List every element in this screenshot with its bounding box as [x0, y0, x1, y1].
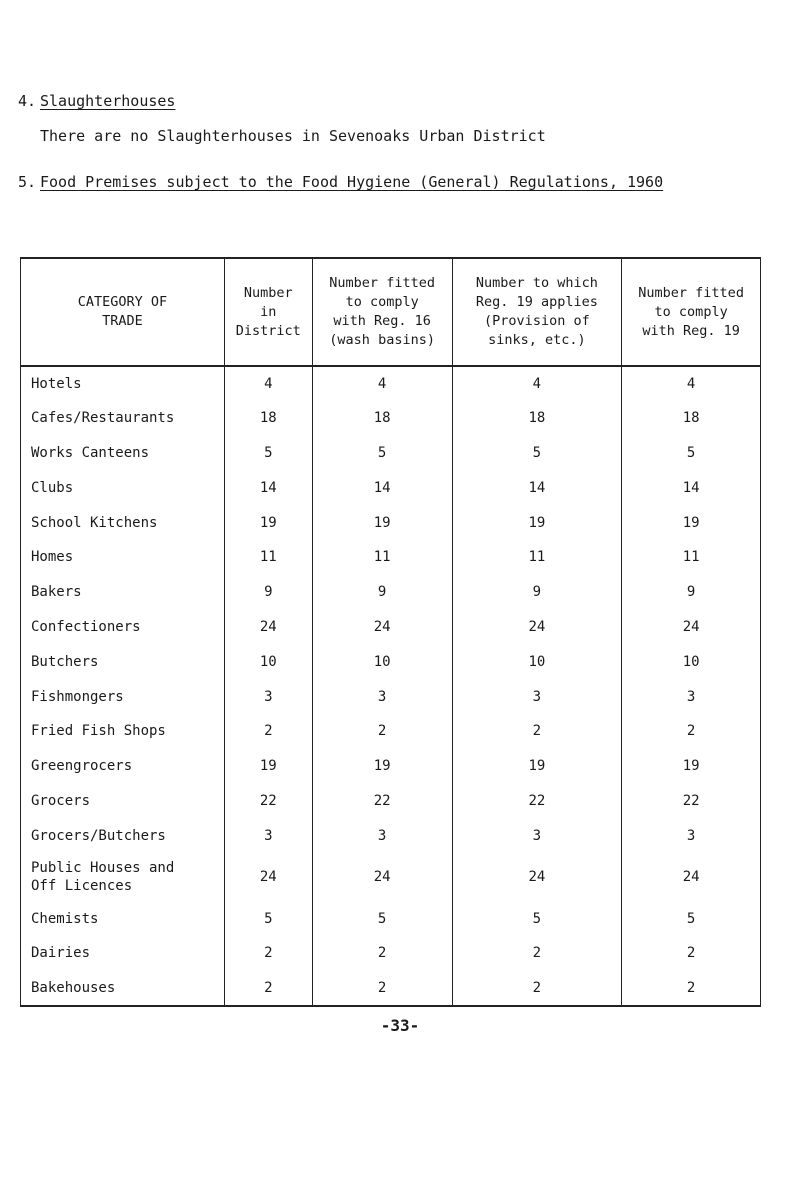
slaughterhouses-statement: There are no Slaughterhouses in Sevenoaks Urban District: [40, 127, 546, 145]
fitted-reg-19-cell: 4: [622, 366, 761, 401]
table-row: [21, 401, 761, 436]
fitted-reg-16-cell: 19: [312, 505, 452, 540]
table-row: [21, 610, 761, 645]
header-number-in-district: Number in District: [224, 258, 312, 366]
reg-19-applies-cell: 5: [452, 436, 622, 471]
trade-cell: Bakehouses: [21, 971, 225, 1006]
fitted-reg-16-cell: 2: [312, 714, 452, 749]
reg-19-applies-cell: 24: [452, 610, 622, 645]
fitted-reg-19-cell: 19: [622, 749, 761, 784]
table-row: [21, 679, 761, 714]
reg-19-applies-cell: 19: [452, 505, 622, 540]
table-row: [21, 818, 761, 853]
fitted-reg-16-cell: 5: [312, 436, 452, 471]
number-in-district-cell: 11: [224, 540, 312, 575]
table-row: [21, 436, 761, 471]
fitted-reg-19-cell: 2: [622, 936, 761, 971]
reg-19-applies-cell: 24: [452, 853, 622, 901]
number-in-district-cell: 3: [224, 679, 312, 714]
number-in-district-cell: 4: [224, 366, 312, 401]
number-in-district-cell: 3: [224, 818, 312, 853]
reg-19-applies-cell: 5: [452, 901, 622, 936]
reg-19-applies-cell: 4: [452, 366, 622, 401]
table-row: [21, 470, 761, 505]
trade-cell: Greengrocers: [21, 749, 225, 784]
fitted-reg-19-cell: 5: [622, 901, 761, 936]
section-4-number: 4.: [18, 92, 37, 110]
fitted-reg-19-cell: 24: [622, 610, 761, 645]
number-in-district-cell: 19: [224, 505, 312, 540]
fitted-reg-19-cell: 3: [622, 679, 761, 714]
header-row: [21, 258, 761, 366]
trade-cell: Works Canteens: [21, 436, 225, 471]
fitted-reg-16-cell: 2: [312, 936, 452, 971]
fitted-reg-19-cell: 11: [622, 540, 761, 575]
table-body: [21, 366, 761, 1006]
header-fitted-reg-19: Number fitted to comply with Reg. 19: [622, 258, 761, 366]
reg-19-applies-cell: 2: [452, 714, 622, 749]
fitted-reg-16-cell: 9: [312, 575, 452, 610]
section-4-heading: [18, 92, 175, 110]
fitted-reg-16-cell: 22: [312, 784, 452, 819]
reg-19-applies-cell: 9: [452, 575, 622, 610]
number-in-district-cell: 2: [224, 936, 312, 971]
trade-cell: Fishmongers: [21, 679, 225, 714]
page-number: -33-: [380, 1016, 420, 1035]
table-row: [21, 971, 761, 1006]
number-in-district-cell: 24: [224, 610, 312, 645]
table-row: [21, 540, 761, 575]
header-category-of-trade: CATEGORY OF TRADE: [21, 258, 225, 366]
fitted-reg-16-cell: 3: [312, 818, 452, 853]
reg-19-applies-cell: 22: [452, 784, 622, 819]
reg-19-applies-cell: 10: [452, 644, 622, 679]
fitted-reg-16-cell: 4: [312, 366, 452, 401]
fitted-reg-16-cell: 19: [312, 749, 452, 784]
reg-19-applies-cell: 2: [452, 936, 622, 971]
number-in-district-cell: 9: [224, 575, 312, 610]
fitted-reg-16-cell: 24: [312, 853, 452, 901]
trade-cell: Homes: [21, 540, 225, 575]
fitted-reg-16-cell: 14: [312, 470, 452, 505]
number-in-district-cell: 2: [224, 714, 312, 749]
number-in-district-cell: 10: [224, 644, 312, 679]
section-5-title: Food Premises subject to the Food Hygiene (General) Regulations, 1960: [40, 173, 664, 191]
fitted-reg-16-cell: 5: [312, 901, 452, 936]
trade-cell: Fried Fish Shops: [21, 714, 225, 749]
table-row: [21, 505, 761, 540]
fitted-reg-19-cell: 2: [622, 971, 761, 1006]
fitted-reg-19-cell: 10: [622, 644, 761, 679]
fitted-reg-19-cell: 19: [622, 505, 761, 540]
table-row: [21, 936, 761, 971]
fitted-reg-19-cell: 3: [622, 818, 761, 853]
table-row: [21, 714, 761, 749]
table-row: [21, 749, 761, 784]
fitted-reg-19-cell: 22: [622, 784, 761, 819]
table-header: [21, 258, 761, 366]
number-in-district-cell: 22: [224, 784, 312, 819]
food-premises-table: [20, 257, 761, 1007]
fitted-reg-16-cell: 18: [312, 401, 452, 436]
section-5-number: 5.: [18, 173, 37, 191]
reg-19-applies-cell: 11: [452, 540, 622, 575]
table-row: [21, 366, 761, 401]
reg-19-applies-cell: 18: [452, 401, 622, 436]
table-row: [21, 644, 761, 679]
number-in-district-cell: 5: [224, 436, 312, 471]
trade-cell: Butchers: [21, 644, 225, 679]
fitted-reg-16-cell: 3: [312, 679, 452, 714]
reg-19-applies-cell: 3: [452, 818, 622, 853]
fitted-reg-16-cell: 2: [312, 971, 452, 1006]
fitted-reg-19-cell: 9: [622, 575, 761, 610]
fitted-reg-19-cell: 18: [622, 401, 761, 436]
fitted-reg-16-cell: 24: [312, 610, 452, 645]
trade-cell: Grocers/Butchers: [21, 818, 225, 853]
fitted-reg-16-cell: 11: [312, 540, 452, 575]
trade-cell: Cafes/Restaurants: [21, 401, 225, 436]
table-row: [21, 575, 761, 610]
reg-19-applies-cell: 19: [452, 749, 622, 784]
trade-cell: Dairies: [21, 936, 225, 971]
reg-19-applies-cell: 3: [452, 679, 622, 714]
trade-cell: Hotels: [21, 366, 225, 401]
trade-cell: School Kitchens: [21, 505, 225, 540]
table-row: [21, 784, 761, 819]
reg-19-applies-cell: 2: [452, 971, 622, 1006]
trade-cell: Public Houses and Off Licences: [21, 853, 225, 901]
trade-cell: Bakers: [21, 575, 225, 610]
table-row: [21, 901, 761, 936]
header-fitted-reg-16: Number fitted to comply with Reg. 16 (wash basins): [312, 258, 452, 366]
number-in-district-cell: 2: [224, 971, 312, 1006]
number-in-district-cell: 19: [224, 749, 312, 784]
table-row: [21, 853, 761, 901]
fitted-reg-19-cell: 24: [622, 853, 761, 901]
trade-cell: Grocers: [21, 784, 225, 819]
fitted-reg-16-cell: 10: [312, 644, 452, 679]
number-in-district-cell: 24: [224, 853, 312, 901]
header-reg-19-applies: Number to which Reg. 19 applies (Provision of sinks, etc.): [452, 258, 622, 366]
section-5-heading: [18, 173, 663, 191]
trade-cell: Confectioners: [21, 610, 225, 645]
number-in-district-cell: 18: [224, 401, 312, 436]
fitted-reg-19-cell: 5: [622, 436, 761, 471]
fitted-reg-19-cell: 14: [622, 470, 761, 505]
fitted-reg-19-cell: 2: [622, 714, 761, 749]
trade-cell: Clubs: [21, 470, 225, 505]
number-in-district-cell: 5: [224, 901, 312, 936]
reg-19-applies-cell: 14: [452, 470, 622, 505]
section-4-title: Slaughterhouses: [40, 92, 176, 110]
number-in-district-cell: 14: [224, 470, 312, 505]
trade-cell: Chemists: [21, 901, 225, 936]
